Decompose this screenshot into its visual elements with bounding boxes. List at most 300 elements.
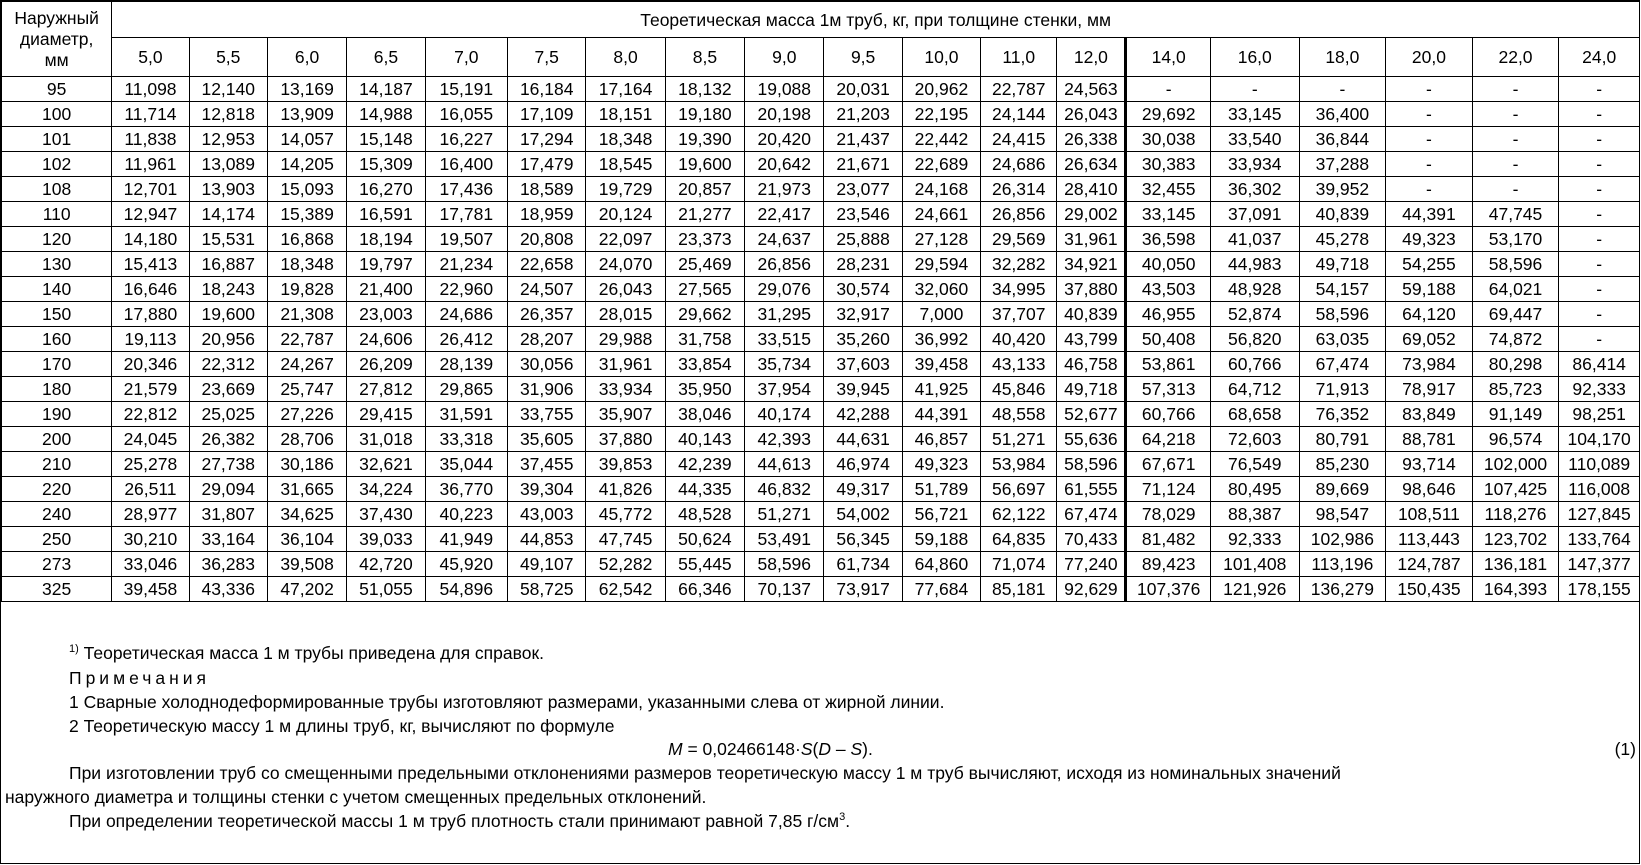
mass-cell: 22,787: [981, 77, 1057, 102]
mass-cell: 29,594: [902, 252, 980, 277]
mass-cell: 43,003: [508, 502, 586, 527]
outer-diameter-cell: 170: [2, 352, 112, 377]
mass-cell: 24,686: [425, 302, 507, 327]
mass-cell: 69,447: [1472, 302, 1559, 327]
mass-cell: 35,950: [665, 377, 744, 402]
mass-cell: 60,766: [1126, 402, 1211, 427]
mass-cell: 28,410: [1057, 177, 1126, 202]
mass-cell: 33,145: [1210, 102, 1299, 127]
mass-cell: 18,545: [586, 152, 665, 177]
mass-cell: 93,714: [1386, 452, 1473, 477]
mass-cell: 71,124: [1126, 477, 1211, 502]
mass-cell: 23,003: [347, 302, 425, 327]
mass-cell: 13,909: [267, 102, 346, 127]
paragraph-1-line-2: наружного диаметра и толщины стенки с учетом смещенных предельных отклонений.: [5, 787, 707, 807]
mass-cell: 61,555: [1057, 477, 1126, 502]
mass-cell: 52,677: [1057, 402, 1126, 427]
mass-cell: 16,400: [425, 152, 507, 177]
paragraph-2: При определении теоретической массы 1 м труб плотность стали принимают равной 7,85 $г/см^3$.: [69, 811, 851, 831]
mass-cell: 40,839: [1057, 302, 1126, 327]
table-row: [2, 502, 1640, 527]
mass-cell: 24,070: [586, 252, 665, 277]
outer-diameter-cell: 325: [2, 577, 112, 602]
mass-cell: 33,755: [508, 402, 586, 427]
mass-cell: 22,417: [745, 202, 824, 227]
mass-cell: 29,094: [189, 477, 267, 502]
mass-cell: 35,605: [508, 427, 586, 452]
notes-heading: Примечания: [69, 668, 211, 688]
mass-cell: 44,335: [665, 477, 744, 502]
mass-cell: 58,596: [1472, 252, 1559, 277]
mass-cell: 14,057: [267, 127, 346, 152]
mass-cell: 124,787: [1386, 552, 1473, 577]
mass-cell: 64,021: [1472, 277, 1559, 302]
mass-cell: 80,791: [1299, 427, 1386, 452]
mass-cell: 40,050: [1126, 252, 1211, 277]
thickness-header: 5,0: [112, 38, 189, 77]
mass-cell: 16,646: [112, 277, 189, 302]
mass-cell: -: [1559, 327, 1640, 352]
mass-cell: 57,313: [1126, 377, 1211, 402]
mass-cell: 53,491: [745, 527, 824, 552]
mass-cell: 21,234: [425, 252, 507, 277]
mass-cell: 32,060: [902, 277, 980, 302]
mass-cell: 13,903: [189, 177, 267, 202]
mass-cell: 39,508: [267, 552, 346, 577]
mass-cell: 15,093: [267, 177, 346, 202]
mass-cell: 39,952: [1299, 177, 1386, 202]
mass-cell: 31,961: [586, 352, 665, 377]
mass-cell: 67,671: [1126, 452, 1211, 477]
mass-cell: 91,149: [1472, 402, 1559, 427]
mass-cell: 47,745: [1472, 202, 1559, 227]
mass-cell: -: [1559, 252, 1640, 277]
mass-cell: 26,209: [347, 352, 425, 377]
mass-cell: 78,917: [1386, 377, 1473, 402]
note-2: 2 Теоретическую массу 1 м длины труб, кг, вычисляют по формуле: [69, 716, 615, 736]
outer-diameter-cell: 200: [2, 427, 112, 452]
mass-cell: 13,169: [267, 77, 346, 102]
mass-cell: 27,812: [347, 377, 425, 402]
thickness-header: 8,0: [586, 38, 665, 77]
table-row: [2, 377, 1640, 402]
mass-cell: 56,721: [902, 502, 980, 527]
mass-cell: 51,789: [902, 477, 980, 502]
mass-cell: 33,854: [665, 352, 744, 377]
outer-diameter-header: Наружный диаметр, мм: [2, 2, 112, 77]
mass-cell: 31,758: [665, 327, 744, 352]
mass-cell: 18,243: [189, 277, 267, 302]
mass-cell: 98,646: [1386, 477, 1473, 502]
mass-cell: 55,636: [1057, 427, 1126, 452]
mass-cell: 118,276: [1472, 502, 1559, 527]
mass-cell: 121,926: [1210, 577, 1299, 602]
mass-cell: 88,387: [1210, 502, 1299, 527]
formula-number: (1): [1614, 739, 1636, 759]
mass-cell: 30,186: [267, 452, 346, 477]
mass-cell: 78,029: [1126, 502, 1211, 527]
mass-cell: 64,218: [1126, 427, 1211, 452]
mass-cell: 96,574: [1472, 427, 1559, 452]
thickness-header: 11,0: [981, 38, 1057, 77]
pipe-mass-table: [1, 1, 1640, 602]
mass-cell: 30,383: [1126, 152, 1211, 177]
mass-cell: 15,389: [267, 202, 346, 227]
mass-cell: 43,503: [1126, 277, 1211, 302]
mass-cell: 12,947: [112, 202, 189, 227]
outer-diameter-cell: 102: [2, 152, 112, 177]
mass-cell: 52,874: [1210, 302, 1299, 327]
mass-cell: 33,145: [1126, 202, 1211, 227]
mass-cell: 123,702: [1472, 527, 1559, 552]
mass-cell: 29,415: [347, 402, 425, 427]
mass-cell: 74,872: [1472, 327, 1559, 352]
mass-cell: 49,107: [508, 552, 586, 577]
mass-cell: 14,205: [267, 152, 346, 177]
mass-cell: 39,458: [902, 352, 980, 377]
mass-cell: 37,954: [745, 377, 824, 402]
mass-cell: -: [1210, 77, 1299, 102]
outer-diameter-cell: 110: [2, 202, 112, 227]
mass-cell: 92,333: [1210, 527, 1299, 552]
mass-cell: 28,015: [586, 302, 665, 327]
mass-cell: 28,231: [824, 252, 902, 277]
thickness-header: 5,5: [189, 38, 267, 77]
mass-cell: 17,436: [425, 177, 507, 202]
mass-cell: 19,088: [745, 77, 824, 102]
mass-cell: 34,625: [267, 502, 346, 527]
mass-cell: 85,230: [1299, 452, 1386, 477]
wall-thickness-header-row: [2, 38, 1640, 77]
mass-cell: 21,277: [665, 202, 744, 227]
thickness-header: 18,0: [1299, 38, 1386, 77]
mass-cell: 28,977: [112, 502, 189, 527]
mass-cell: 43,799: [1057, 327, 1126, 352]
mass-cell: -: [1559, 177, 1640, 202]
mass-cell: 54,157: [1299, 277, 1386, 302]
mass-cell: 11,961: [112, 152, 189, 177]
mass-cell: -: [1299, 77, 1386, 102]
mass-cell: -: [1559, 102, 1640, 127]
mass-cell: 56,345: [824, 527, 902, 552]
mass-cell: 68,658: [1210, 402, 1299, 427]
mass-cell: 49,718: [1057, 377, 1126, 402]
mass-cell: 14,174: [189, 202, 267, 227]
mass-cell: 41,826: [586, 477, 665, 502]
mass-cell: 40,420: [981, 327, 1057, 352]
mass-cell: 55,445: [665, 552, 744, 577]
mass-cell: 48,558: [981, 402, 1057, 427]
mass-cell: 40,223: [425, 502, 507, 527]
outer-diameter-cell: 160: [2, 327, 112, 352]
mass-cell: 53,170: [1472, 227, 1559, 252]
mass-cell: 20,956: [189, 327, 267, 352]
mass-cell: 29,692: [1126, 102, 1211, 127]
mass-cell: 30,574: [824, 277, 902, 302]
mass-cell: 39,033: [347, 527, 425, 552]
mass-cell: 16,591: [347, 202, 425, 227]
mass-cell: 64,120: [1386, 302, 1473, 327]
mass-cell: 12,953: [189, 127, 267, 152]
mass-cell: 25,747: [267, 377, 346, 402]
mass-cell: 40,839: [1299, 202, 1386, 227]
mass-cell: 31,961: [1057, 227, 1126, 252]
mass-cell: 44,983: [1210, 252, 1299, 277]
mass-cell: 51,271: [981, 427, 1057, 452]
mass-cell: 29,865: [425, 377, 507, 402]
mass-cell: 40,174: [745, 402, 824, 427]
mass-cell: 33,934: [586, 377, 665, 402]
mass-cell: 133,764: [1559, 527, 1640, 552]
mass-cell: 47,745: [586, 527, 665, 552]
mass-cell: 22,097: [586, 227, 665, 252]
mass-cell: 24,661: [902, 202, 980, 227]
mass-cell: 58,725: [508, 577, 586, 602]
mass-cell: 85,723: [1472, 377, 1559, 402]
mass-cell: 33,934: [1210, 152, 1299, 177]
mass-cell: 11,098: [112, 77, 189, 102]
mass-cell: 19,828: [267, 277, 346, 302]
thickness-header: 20,0: [1386, 38, 1473, 77]
mass-cell: 32,282: [981, 252, 1057, 277]
mass-cell: 17,479: [508, 152, 586, 177]
mass-cell: 39,304: [508, 477, 586, 502]
mass-cell: 20,420: [745, 127, 824, 152]
mass-cell: -: [1559, 152, 1640, 177]
mass-cell: 24,267: [267, 352, 346, 377]
mass-cell: 25,888: [824, 227, 902, 252]
mass-cell: 35,044: [425, 452, 507, 477]
formula: M = 0,02466148·S(D – S).: [668, 739, 873, 759]
mass-cell: 47,202: [267, 577, 346, 602]
mass-cell: 14,180: [112, 227, 189, 252]
mass-cell: 19,600: [665, 152, 744, 177]
outer-diameter-cell: 120: [2, 227, 112, 252]
mass-cell: 49,718: [1299, 252, 1386, 277]
mass-cell: 21,437: [824, 127, 902, 152]
mass-cell: 38,046: [665, 402, 744, 427]
mass-cell: 21,400: [347, 277, 425, 302]
mass-cell: 19,113: [112, 327, 189, 352]
mass-cell: 46,758: [1057, 352, 1126, 377]
mass-cell: 15,191: [425, 77, 507, 102]
mass-cell: 26,634: [1057, 152, 1126, 177]
mass-cell: 16,055: [425, 102, 507, 127]
mass-cell: 29,988: [586, 327, 665, 352]
mass-cell: 22,812: [112, 402, 189, 427]
mass-cell: 23,546: [824, 202, 902, 227]
mass-cell: 25,469: [665, 252, 744, 277]
mass-cell: 67,474: [1057, 502, 1126, 527]
mass-cell: 32,917: [824, 302, 902, 327]
mass-cell: 127,845: [1559, 502, 1640, 527]
mass-cell: 150,435: [1386, 577, 1473, 602]
mass-cell: 113,443: [1386, 527, 1473, 552]
mass-cell: 67,474: [1299, 352, 1386, 377]
mass-cell: 64,835: [981, 527, 1057, 552]
mass-cell: 20,962: [902, 77, 980, 102]
mass-cell: 71,913: [1299, 377, 1386, 402]
mass-cell: 34,995: [981, 277, 1057, 302]
mass-cell: 17,880: [112, 302, 189, 327]
mass-cell: 24,045: [112, 427, 189, 452]
outer-diameter-cell: 273: [2, 552, 112, 577]
mass-cell: 52,282: [586, 552, 665, 577]
outer-diameter-cell: 130: [2, 252, 112, 277]
mass-cell: 15,148: [347, 127, 425, 152]
mass-cell: 22,689: [902, 152, 980, 177]
mass-cell: 27,738: [189, 452, 267, 477]
mass-cell: 20,031: [824, 77, 902, 102]
mass-cell: 22,442: [902, 127, 980, 152]
mass-cell: -: [1472, 102, 1559, 127]
mass-cell: 107,425: [1472, 477, 1559, 502]
mass-cell: 102,000: [1472, 452, 1559, 477]
mass-cell: 58,596: [1299, 302, 1386, 327]
mass-cell: 73,917: [824, 577, 902, 602]
mass-cell: 19,600: [189, 302, 267, 327]
mass-cell: 22,195: [902, 102, 980, 127]
mass-cell: 85,181: [981, 577, 1057, 602]
mass-cell: 21,973: [745, 177, 824, 202]
mass-cell: -: [1386, 127, 1473, 152]
mass-cell: 16,887: [189, 252, 267, 277]
mass-cell: 24,637: [745, 227, 824, 252]
mass-cell: 28,139: [425, 352, 507, 377]
mass-cell: 33,515: [745, 327, 824, 352]
mass-cell: 70,137: [745, 577, 824, 602]
mass-cell: 32,455: [1126, 177, 1211, 202]
mass-cell: 43,336: [189, 577, 267, 602]
mass-cell: 20,198: [745, 102, 824, 127]
mass-cell: 16,270: [347, 177, 425, 202]
mass-cell: 88,781: [1386, 427, 1473, 452]
mass-cell: 26,357: [508, 302, 586, 327]
mass-cell: 14,988: [347, 102, 425, 127]
table-row: [2, 352, 1640, 377]
mass-cell: 42,288: [824, 402, 902, 427]
table-row: [2, 102, 1640, 127]
mass-cell: 26,856: [981, 202, 1057, 227]
mass-cell: 48,528: [665, 502, 744, 527]
mass-cell: -: [1126, 77, 1211, 102]
mass-cell: 26,338: [1057, 127, 1126, 152]
mass-cell: 12,140: [189, 77, 267, 102]
mass-cell: -: [1386, 152, 1473, 177]
outer-diameter-cell: 95: [2, 77, 112, 102]
mass-cell: 64,860: [902, 552, 980, 577]
outer-diameter-cell: 100: [2, 102, 112, 127]
mass-cell: 35,260: [824, 327, 902, 352]
thickness-header: 12,0: [1057, 38, 1126, 77]
mass-cell: 36,283: [189, 552, 267, 577]
mass-cell: -: [1472, 177, 1559, 202]
mass-cell: 21,308: [267, 302, 346, 327]
mass-cell: 58,596: [1057, 452, 1126, 477]
mass-cell: 14,187: [347, 77, 425, 102]
mass-cell: 70,433: [1057, 527, 1126, 552]
mass-cell: -: [1559, 277, 1640, 302]
mass-cell: 42,239: [665, 452, 744, 477]
mass-cell: 19,797: [347, 252, 425, 277]
thickness-header: 6,5: [347, 38, 425, 77]
mass-cell: 33,164: [189, 527, 267, 552]
mass-cell: 20,642: [745, 152, 824, 177]
mass-cell: -: [1559, 302, 1640, 327]
mass-cell: 18,959: [508, 202, 586, 227]
mass-cell: -: [1559, 77, 1640, 102]
table-row: [2, 402, 1640, 427]
thickness-header: 24,0: [1559, 38, 1640, 77]
mass-cell: 21,579: [112, 377, 189, 402]
mass-cell: 28,207: [508, 327, 586, 352]
table-row: [2, 302, 1640, 327]
mass-cell: 40,143: [665, 427, 744, 452]
mass-cell: 44,391: [902, 402, 980, 427]
mass-cell: 28,706: [267, 427, 346, 452]
mass-cell: 21,671: [824, 152, 902, 177]
mass-cell: 33,046: [112, 552, 189, 577]
mass-cell: 49,317: [824, 477, 902, 502]
mass-cell: 26,043: [1057, 102, 1126, 127]
mass-cell: 51,055: [347, 577, 425, 602]
mass-cell: 147,377: [1559, 552, 1640, 577]
note-1: 1 Сварные холоднодеформированные трубы изготовляют размерами, указанными слева от жирной линии.: [69, 692, 945, 712]
mass-cell: 53,984: [981, 452, 1057, 477]
mass-cell: 25,278: [112, 452, 189, 477]
mass-cell: 22,960: [425, 277, 507, 302]
mass-cell: 89,669: [1299, 477, 1386, 502]
mass-cell: 61,734: [824, 552, 902, 577]
mass-cell: 46,974: [824, 452, 902, 477]
mass-cell: 41,949: [425, 527, 507, 552]
mass-cell: 11,838: [112, 127, 189, 152]
thickness-header: 9,5: [824, 38, 902, 77]
paragraph-1-line-1: При изготовлении труб со смещенными предельными отклонениями размеров теоретическую массу 1 м труб вычисляют, исходя из номинальных значений: [69, 763, 1341, 783]
mass-cell: 76,549: [1210, 452, 1299, 477]
mass-cell: 81,482: [1126, 527, 1211, 552]
mass-cell: 37,288: [1299, 152, 1386, 177]
mass-cell: 108,511: [1386, 502, 1473, 527]
mass-cell: 72,603: [1210, 427, 1299, 452]
mass-cell: 36,770: [425, 477, 507, 502]
mass-cell: 178,155: [1559, 577, 1640, 602]
mass-cell: 18,348: [586, 127, 665, 152]
mass-cell: 30,056: [508, 352, 586, 377]
mass-cell: 20,124: [586, 202, 665, 227]
table-body: [2, 77, 1640, 602]
mass-cell: 25,025: [189, 402, 267, 427]
mass-cell: 60,766: [1210, 352, 1299, 377]
mass-cell: 7,000: [902, 302, 980, 327]
outer-diameter-cell: 220: [2, 477, 112, 502]
mass-cell: 29,662: [665, 302, 744, 327]
mass-cell: 23,669: [189, 377, 267, 402]
mass-cell: -: [1559, 202, 1640, 227]
mass-cell: 42,393: [745, 427, 824, 452]
mass-cell: 26,043: [586, 277, 665, 302]
mass-cell: 36,104: [267, 527, 346, 552]
mass-cell: 24,606: [347, 327, 425, 352]
mass-cell: 46,955: [1126, 302, 1211, 327]
mass-cell: 37,430: [347, 502, 425, 527]
mass-cell: 19,729: [586, 177, 665, 202]
table-row: [2, 452, 1640, 477]
mass-cell: 24,168: [902, 177, 980, 202]
mass-cell: 20,857: [665, 177, 744, 202]
mass-cell: 24,507: [508, 277, 586, 302]
table-title: Теоретическая масса 1м труб, кг, при толщине стенки, мм: [112, 2, 1640, 38]
